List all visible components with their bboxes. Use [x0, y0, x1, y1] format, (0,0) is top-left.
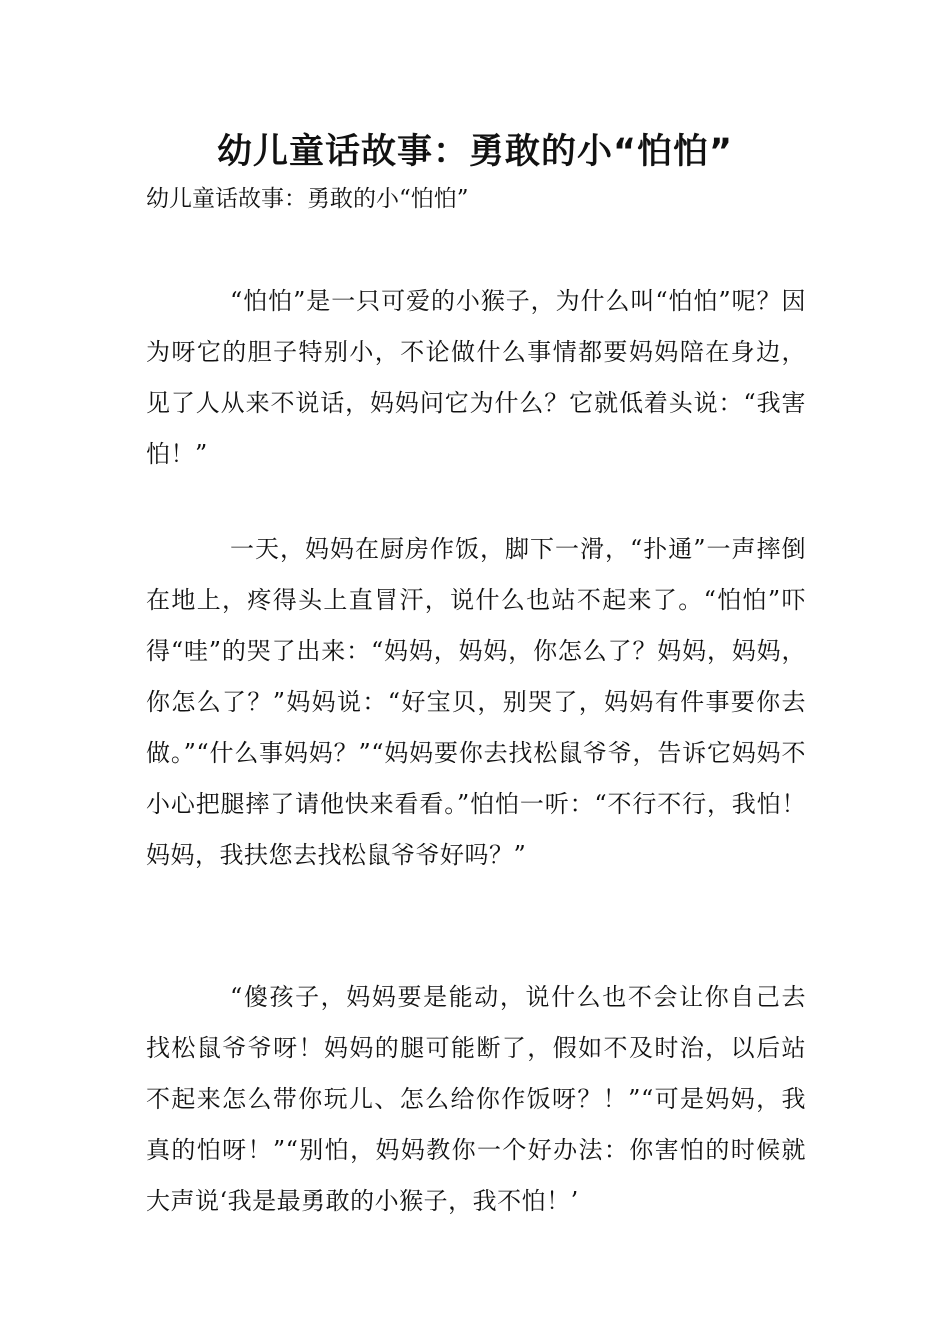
story-paragraph-3: “傻孩子，妈妈要是能动，说什么也不会让你自己去找松鼠爷爷呀！妈妈的腿可能断了，假如不及时治，以后站不起来怎么带你玩儿、怎么给你作饭呀？！”“可是妈妈，我真的怕呀！”“别怕，妈妈教你一个好办法：你害怕的时候就大声说‘我是最勇敢的小猴子，我不怕！’: [146, 983, 806, 1215]
story-paragraph-2: 一天，妈妈在厨房作饭，脚下一滑，“扑通”一声摔倒在地上，疼得头上直冒汗，说什么也站不起来了。“怕怕”吓得“哇”的哭了出来：“妈妈，妈妈，你怎么了？妈妈，妈妈，你怎么了？”妈妈说：“好宝贝，别哭了，妈妈有件事要你去做。”“什么事妈妈？”“妈妈要你去找松鼠爷爷，告诉它妈妈不小心把腿摔了请他快来看看。”怕怕一听：“不行不行，我怕！妈妈，我扶您去找松鼠爷爷好吗？”: [146, 535, 806, 869]
document-title: 幼儿童话故事：勇敢的小“怕怕”: [216, 132, 733, 172]
document-subtitle: 幼儿童话故事：勇敢的小“怕怕”: [146, 186, 469, 212]
story-paragraph-1: “怕怕”是一只可爱的小猴子，为什么叫“怕怕”呢？因为呀它的胆子特别小，不论做什么事情都要妈妈陪在身边，见了人从来不说话，妈妈问它为什么？它就低着头说：“我害怕！”: [146, 287, 806, 468]
